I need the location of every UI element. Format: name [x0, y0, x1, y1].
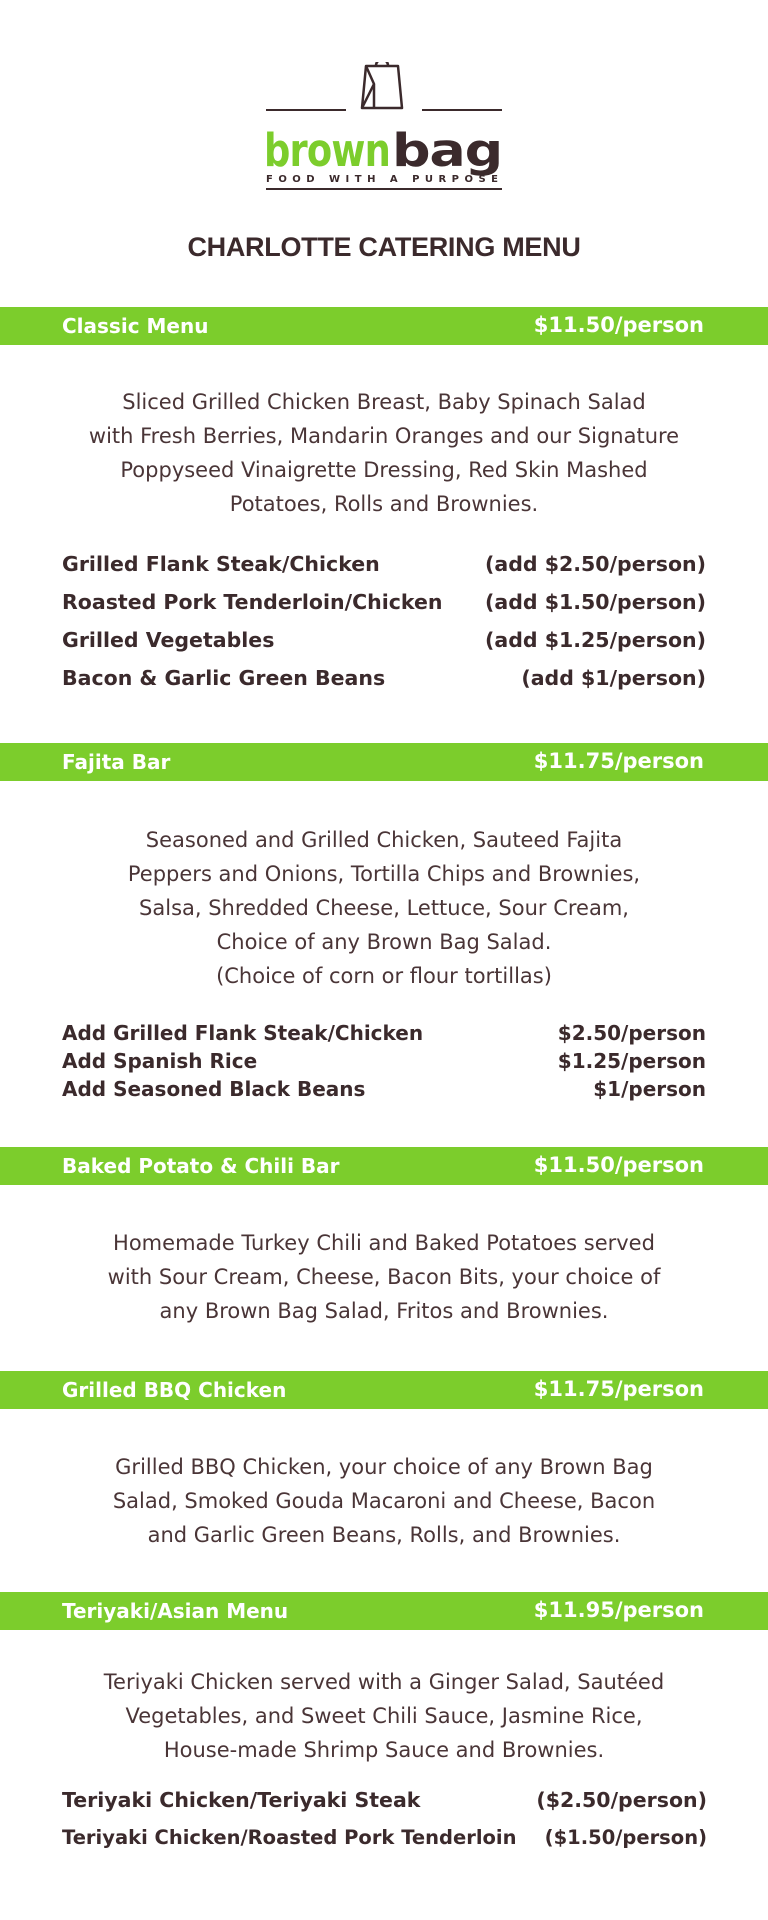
- section-header-grilled-bbq-chicken: [0, 1371, 768, 1409]
- description-line: and Garlic Green Beans, Rolls, and Brownies.: [147, 1523, 621, 1547]
- section-description: [40, 823, 728, 993]
- section-header-teriyaki-asian-menu: [0, 1592, 768, 1630]
- paper-bag-icon: [362, 62, 402, 108]
- addon-label: Roasted Pork Tenderloin/Chicken: [62, 590, 443, 614]
- addon-price: ($1.50/person): [544, 1826, 707, 1849]
- description-line: House-made Shrimp Sauce and Brownies.: [163, 1738, 605, 1762]
- addon-price: (add $1.50/person): [485, 590, 706, 614]
- description-line: Seasoned and Grilled Chicken, Sauteed Fajita: [145, 828, 623, 852]
- description-line: Salsa, Shredded Cheese, Lettuce, Sour Cream,: [139, 896, 629, 920]
- addon-row: [62, 590, 706, 620]
- description-line: Poppyseed Vinaigrette Dressing, Red Skin Mashed: [120, 458, 648, 482]
- description-line: Vegetables, and Sweet Chili Sauce, Jasmine Rice,: [125, 1704, 643, 1728]
- description-line: Teriyaki Chicken served with a Ginger Salad, Sautéed: [103, 1670, 665, 1694]
- section-description: [40, 385, 728, 521]
- description-line: Choice of any Brown Bag Salad.: [216, 930, 552, 954]
- addon-price: $1.25/person: [557, 1049, 706, 1073]
- section-name: Baked Potato & Chili Bar: [62, 1154, 340, 1178]
- addon-label: Bacon & Garlic Green Beans: [62, 666, 386, 690]
- section-price: $11.75/person: [533, 749, 704, 773]
- addon-row: [62, 1826, 707, 1856]
- addon-label: Grilled Flank Steak/Chicken: [62, 552, 380, 576]
- logo-text-brown: brown: [264, 124, 390, 177]
- section-price: $11.75/person: [533, 1377, 704, 1401]
- section-price: $11.50/person: [533, 1153, 704, 1177]
- addon-row: [62, 1788, 707, 1818]
- section-description: [40, 1450, 728, 1552]
- addon-label: Teriyaki Chicken/Roasted Pork Tenderloin: [62, 1826, 517, 1849]
- addon-price: $2.50/person: [557, 1021, 706, 1045]
- brownbag-logo: [262, 62, 506, 194]
- page-title: CHARLOTTE CATERING MENU: [187, 232, 581, 262]
- addon-row: [62, 1077, 706, 1105]
- addon-label: Teriyaki Chicken/Teriyaki Steak: [62, 1788, 421, 1812]
- description-line: Homemade Turkey Chili and Baked Potatoes served: [113, 1231, 655, 1255]
- logo-text-bag: bag: [392, 124, 502, 177]
- section-header-baked-potato-chili-bar: [0, 1147, 768, 1185]
- addon-price: (add $1/person): [521, 666, 706, 690]
- description-line: Peppers and Onions, Tortilla Chips and Brownies,: [127, 862, 641, 886]
- addon-price: ($2.50/person): [536, 1788, 707, 1812]
- section-header-classic-menu: [0, 307, 768, 345]
- section-name: Teriyaki/Asian Menu: [62, 1599, 289, 1623]
- addon-label: Grilled Vegetables: [62, 628, 275, 652]
- description-line: Sliced Grilled Chicken Breast, Baby Spinach Salad: [122, 390, 646, 414]
- section-description: [40, 1665, 728, 1767]
- addon-row: [62, 552, 706, 582]
- addon-label: Add Grilled Flank Steak/Chicken: [62, 1021, 424, 1045]
- section-description: [40, 1226, 728, 1328]
- addon-label: Add Seasoned Black Beans: [62, 1077, 366, 1101]
- section-name: Grilled BBQ Chicken: [62, 1378, 287, 1402]
- section-price: $11.95/person: [533, 1598, 704, 1622]
- addon-price: (add $1.25/person): [485, 628, 706, 652]
- addon-row: [62, 666, 706, 696]
- section-name: Classic Menu: [62, 314, 209, 338]
- description-line: Grilled BBQ Chicken, your choice of any Brown Bag: [115, 1455, 653, 1479]
- description-line: with Sour Cream, Cheese, Bacon Bits, your choice of: [107, 1265, 661, 1289]
- section-name: Fajita Bar: [62, 750, 171, 774]
- addon-price: $1/person: [593, 1077, 706, 1101]
- addon-row: [62, 1021, 706, 1049]
- addon-price: (add $2.50/person): [485, 552, 706, 576]
- description-line: with Fresh Berries, Mandarin Oranges and our Signature: [88, 424, 680, 448]
- section-price: $11.50/person: [533, 313, 704, 337]
- logo-tagline: FOOD WITH A PURPOSE: [266, 174, 498, 185]
- description-line: any Brown Bag Salad, Fritos and Brownies.: [159, 1299, 609, 1323]
- description-line: (Choice of corn or flour tortillas): [216, 964, 552, 988]
- addon-row: [62, 628, 706, 658]
- addon-row: [62, 1049, 706, 1077]
- addon-label: Add Spanish Rice: [62, 1049, 258, 1073]
- section-header-fajita-bar: [0, 743, 768, 781]
- description-line: Potatoes, Rolls and Brownies.: [229, 492, 539, 516]
- description-line: Salad, Smoked Gouda Macaroni and Cheese, Bacon: [112, 1489, 656, 1513]
